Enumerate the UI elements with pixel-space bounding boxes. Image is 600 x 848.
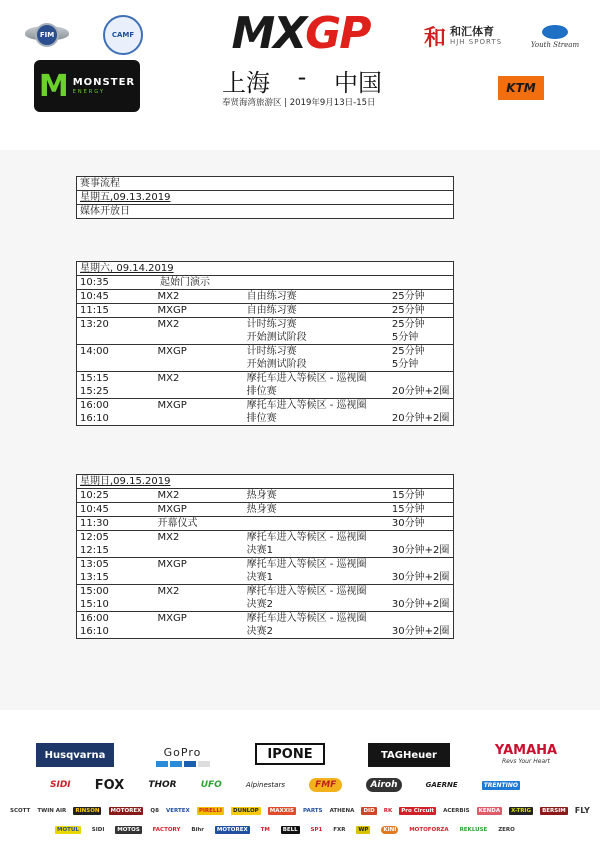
duration-cell bbox=[392, 558, 450, 571]
class-cell: MX2 bbox=[157, 373, 180, 384]
swoosh-icon bbox=[542, 25, 568, 39]
sponsor-logo: FMF bbox=[309, 778, 342, 792]
table-row bbox=[77, 289, 453, 303]
sponsor-logo: VERTEX bbox=[166, 807, 190, 814]
duration-cell: 5分钟 bbox=[391, 359, 419, 370]
time-cell: 11:15 bbox=[80, 305, 109, 316]
hjh-en: HJH SPORTS bbox=[449, 38, 503, 46]
class-cell: MXGP bbox=[157, 613, 187, 624]
sponsor-logo: WP bbox=[358, 827, 369, 833]
table-row bbox=[77, 502, 453, 516]
camf-logo: CAMF bbox=[103, 15, 143, 55]
table-row bbox=[77, 584, 453, 611]
sponsor-logo: ACERBIS bbox=[443, 807, 470, 814]
class-cell: MXGP bbox=[157, 305, 187, 316]
mxgp-logo-gp: GP bbox=[305, 7, 370, 59]
duration-cell: 30分钟 bbox=[391, 518, 425, 529]
sponsor-logo: Pro Circuit bbox=[401, 807, 435, 814]
session-cell: 摩托车进入等候区 - 巡视圈 bbox=[246, 400, 367, 411]
hjh-mark-icon: 和 bbox=[423, 25, 446, 51]
duration-cell: 25分钟 bbox=[391, 305, 425, 316]
session-cell: 开始测试阶段 bbox=[246, 332, 307, 343]
class-cell: MXGP bbox=[157, 346, 187, 357]
session-cell: 自由练习赛 bbox=[246, 291, 297, 302]
session-cell: 摩托车进入等候区 - 巡视圈 bbox=[246, 532, 367, 543]
sponsor-logo: MOTOS bbox=[117, 827, 140, 833]
time-cell: 10:35 bbox=[80, 277, 109, 288]
time-cell: 11:30 bbox=[80, 518, 109, 529]
friday-event: 媒体开放日 bbox=[80, 206, 130, 217]
ktm-logo: KTM bbox=[498, 76, 544, 100]
gopro-bars-icon bbox=[156, 761, 210, 767]
sponsor-logo: UFO bbox=[200, 780, 222, 790]
table-row bbox=[77, 204, 453, 218]
duration-cell: 15分钟 bbox=[391, 490, 425, 501]
sponsor-logo: DID bbox=[363, 807, 375, 814]
duration-cell: 30分钟+2圈 bbox=[391, 572, 450, 583]
monster-sub: ENERGY bbox=[72, 88, 105, 95]
session-cell: 计时练习赛 bbox=[246, 319, 297, 330]
class-cell: 开幕仪式 bbox=[157, 518, 198, 529]
mxgp-logo bbox=[218, 7, 383, 59]
time-cell: 16:10 bbox=[80, 413, 109, 424]
friday-date: 星期五,09.13.2019 bbox=[80, 192, 171, 203]
session-cell: 决赛1 bbox=[246, 572, 273, 583]
time-cell: 12:05 bbox=[80, 532, 109, 543]
class-cell: MXGP bbox=[157, 400, 187, 411]
duration-cell: 25分钟 bbox=[391, 346, 425, 357]
session-cell: 摩托车进入等候区 - 巡视圈 bbox=[246, 373, 367, 384]
session-cell: 排位赛 bbox=[246, 386, 277, 397]
class-cell: MXGP bbox=[157, 504, 187, 515]
husqvarna-logo: Husqvarna bbox=[36, 743, 114, 767]
table-row bbox=[77, 557, 453, 584]
sponsor-logo: RK bbox=[383, 807, 393, 814]
tagheuer-logo: TAGHeuer bbox=[368, 743, 450, 767]
sponsor-logo: TWIN AIR bbox=[37, 807, 67, 814]
duration-cell bbox=[392, 531, 450, 544]
time-cell: 13:05 bbox=[80, 559, 109, 570]
duration-cell: 5分钟 bbox=[391, 332, 419, 343]
ipone-logo: IPONE bbox=[255, 743, 325, 765]
sponsor-logo: RINSON bbox=[75, 807, 100, 814]
sponsor-logo: KINI bbox=[383, 827, 397, 833]
session-cell: 自由练习赛 bbox=[246, 305, 297, 316]
duration-cell: 15分钟 bbox=[391, 504, 425, 515]
youthstream-label: Youth Stream bbox=[530, 41, 580, 49]
table-row bbox=[77, 611, 453, 638]
monster-name: MONSTER bbox=[72, 76, 136, 88]
time-cell: 15:00 bbox=[80, 586, 109, 597]
sponsor-logo: FOX bbox=[94, 777, 125, 793]
session-cell: 决赛2 bbox=[246, 626, 273, 637]
sponsor-logo: SCOTT bbox=[10, 807, 31, 814]
sunday-schedule-table bbox=[76, 474, 454, 639]
time-cell: 14:00 bbox=[80, 346, 109, 357]
city-left: 上海 bbox=[222, 69, 270, 97]
session-cell: 开始测试阶段 bbox=[246, 359, 307, 370]
sponsor-logo: FLY bbox=[574, 806, 590, 815]
duration-cell: 20分钟+2圈 bbox=[391, 386, 450, 397]
sponsor-logo: ATHENA bbox=[329, 807, 355, 814]
sponsor-logo: REKLUSE bbox=[459, 827, 488, 833]
time-cell bbox=[80, 331, 157, 344]
time-cell: 10:25 bbox=[80, 490, 109, 501]
date-row bbox=[77, 190, 453, 204]
sponsor-logo: BERSIM bbox=[542, 807, 566, 814]
friday-schedule-table bbox=[76, 176, 454, 219]
date-row bbox=[77, 475, 453, 488]
sponsor-logo: BELL bbox=[282, 827, 298, 833]
session-cell: 计时练习赛 bbox=[246, 346, 297, 357]
table-row bbox=[77, 344, 453, 371]
time-cell: 15:25 bbox=[80, 386, 109, 397]
gopro-logo bbox=[150, 744, 215, 768]
date-row bbox=[77, 262, 453, 275]
duration-cell bbox=[392, 399, 450, 412]
event-location bbox=[222, 63, 382, 98]
yamaha-label: YAMAHA bbox=[494, 743, 558, 758]
sponsor-logo: ZERO bbox=[498, 827, 515, 833]
duration-cell bbox=[392, 612, 450, 625]
class-cell: MX2 bbox=[157, 291, 180, 302]
session-cell: 摩托车进入等候区 - 巡视圈 bbox=[246, 586, 367, 597]
sponsor-logo: FXR bbox=[333, 827, 346, 833]
sponsor-logo: Alpinestars bbox=[245, 781, 285, 789]
sunday-date: 星期日,09.15.2019 bbox=[80, 476, 171, 487]
youthstream-logo bbox=[525, 20, 585, 54]
sponsor-logo: SP1 bbox=[310, 827, 323, 833]
class-cell: MX2 bbox=[157, 532, 180, 543]
sponsor-logo: PIRELLI bbox=[198, 807, 222, 814]
monster-energy-logo bbox=[34, 60, 140, 112]
city-right: 中国 bbox=[333, 69, 382, 97]
duration-cell: 25分钟 bbox=[391, 319, 425, 330]
duration-cell: 30分钟+2圈 bbox=[391, 626, 450, 637]
sponsor-logo: GAERNE bbox=[425, 781, 458, 789]
table-row bbox=[77, 516, 453, 530]
gopro-label: GoPro bbox=[163, 745, 202, 759]
sponsor-logo: SIDI bbox=[50, 780, 71, 790]
time-cell: 16:00 bbox=[80, 613, 109, 624]
sponsor-row-3 bbox=[10, 806, 590, 815]
sponsor-logo: MOTOFORZA bbox=[409, 827, 449, 833]
saturday-date: 星期六, 09.14.2019 bbox=[80, 263, 174, 274]
time-cell: 10:45 bbox=[80, 504, 109, 515]
sponsor-row-4 bbox=[55, 826, 515, 834]
session-cell: 决赛2 bbox=[246, 599, 273, 610]
sponsor-logo: KENDA bbox=[478, 807, 501, 814]
city-dash: - bbox=[297, 63, 307, 91]
class-cell: 起始门演示 bbox=[160, 277, 210, 288]
session-cell: 热身赛 bbox=[246, 490, 277, 501]
table-row bbox=[77, 530, 453, 557]
sponsor-logo: X-TRIG bbox=[511, 807, 531, 814]
saturday-schedule-table bbox=[76, 261, 454, 426]
hjh-cn: 和汇体育 bbox=[449, 25, 494, 38]
table-row bbox=[77, 371, 453, 398]
sponsor-logo: PARTS bbox=[303, 807, 323, 814]
time-cell: 16:10 bbox=[80, 626, 109, 637]
sponsor-logo: Q8 bbox=[150, 807, 159, 814]
sponsor-logo: MOTUL bbox=[57, 827, 79, 833]
session-cell bbox=[247, 517, 392, 530]
table-row bbox=[77, 275, 453, 289]
time-cell: 10:45 bbox=[80, 291, 109, 302]
time-cell: 16:00 bbox=[80, 400, 109, 411]
mxgp-logo-mx: MX bbox=[231, 7, 306, 59]
sponsor-logo: MOTOREX bbox=[110, 807, 142, 814]
duration-cell: 30分钟+2圈 bbox=[391, 545, 450, 556]
hjh-sports-logo bbox=[417, 22, 509, 50]
session-cell: 摩托车进入等候区 - 巡视圈 bbox=[246, 559, 367, 570]
fim-label: FIM bbox=[35, 23, 59, 47]
class-cell: MXGP bbox=[157, 559, 187, 570]
time-cell: 13:15 bbox=[80, 572, 109, 583]
table-row bbox=[77, 398, 453, 425]
time-cell bbox=[80, 358, 157, 371]
monster-claw-icon: M bbox=[38, 68, 69, 104]
table-row bbox=[77, 488, 453, 502]
table-row bbox=[77, 317, 453, 344]
sponsor-logo: Airoh bbox=[366, 778, 401, 792]
sponsor-logo: DUNLOP bbox=[233, 807, 259, 814]
sponsor-logo: TRENTINO bbox=[483, 781, 518, 789]
sponsor-logo: MAXXIS bbox=[269, 807, 294, 814]
class-cell: MX2 bbox=[157, 586, 180, 597]
sponsor-logo: THOR bbox=[148, 780, 177, 790]
time-cell: 15:10 bbox=[80, 599, 109, 610]
session-cell: 排位赛 bbox=[246, 413, 277, 424]
table-row bbox=[77, 303, 453, 317]
yamaha-slogan: Revs Your Heart bbox=[502, 758, 550, 765]
schedule-title: 赛事流程 bbox=[80, 178, 120, 189]
class-cell: MX2 bbox=[157, 490, 180, 501]
yamaha-logo bbox=[488, 740, 564, 768]
sponsor-logo: TM bbox=[260, 827, 270, 833]
table-title-row bbox=[77, 177, 453, 190]
duration-cell: 25分钟 bbox=[391, 291, 425, 302]
duration-cell bbox=[392, 585, 450, 598]
sponsor-row-2 bbox=[50, 773, 520, 797]
sponsor-logo: Bihr bbox=[191, 827, 205, 833]
fim-logo bbox=[22, 18, 72, 52]
session-cell: 摩托车进入等候区 - 巡视圈 bbox=[246, 613, 367, 624]
time-cell: 12:15 bbox=[80, 545, 109, 556]
duration-cell bbox=[392, 372, 450, 385]
sponsor-logo: MOTOREX bbox=[216, 827, 248, 833]
sponsor-logo: FACTORY bbox=[152, 827, 181, 833]
class-cell: MX2 bbox=[157, 319, 180, 330]
time-cell: 13:20 bbox=[80, 319, 109, 330]
sponsor-logo: SIDI bbox=[91, 827, 105, 833]
time-cell: 15:15 bbox=[80, 373, 109, 384]
session-cell: 热身赛 bbox=[246, 504, 277, 515]
duration-cell: 20分钟+2圈 bbox=[391, 413, 450, 424]
duration-cell: 30分钟+2圈 bbox=[391, 599, 450, 610]
session-cell: 决赛1 bbox=[246, 545, 273, 556]
venue-and-dates: 奉贤海湾旅游区 | 2019年9月13日-15日 bbox=[222, 98, 376, 108]
